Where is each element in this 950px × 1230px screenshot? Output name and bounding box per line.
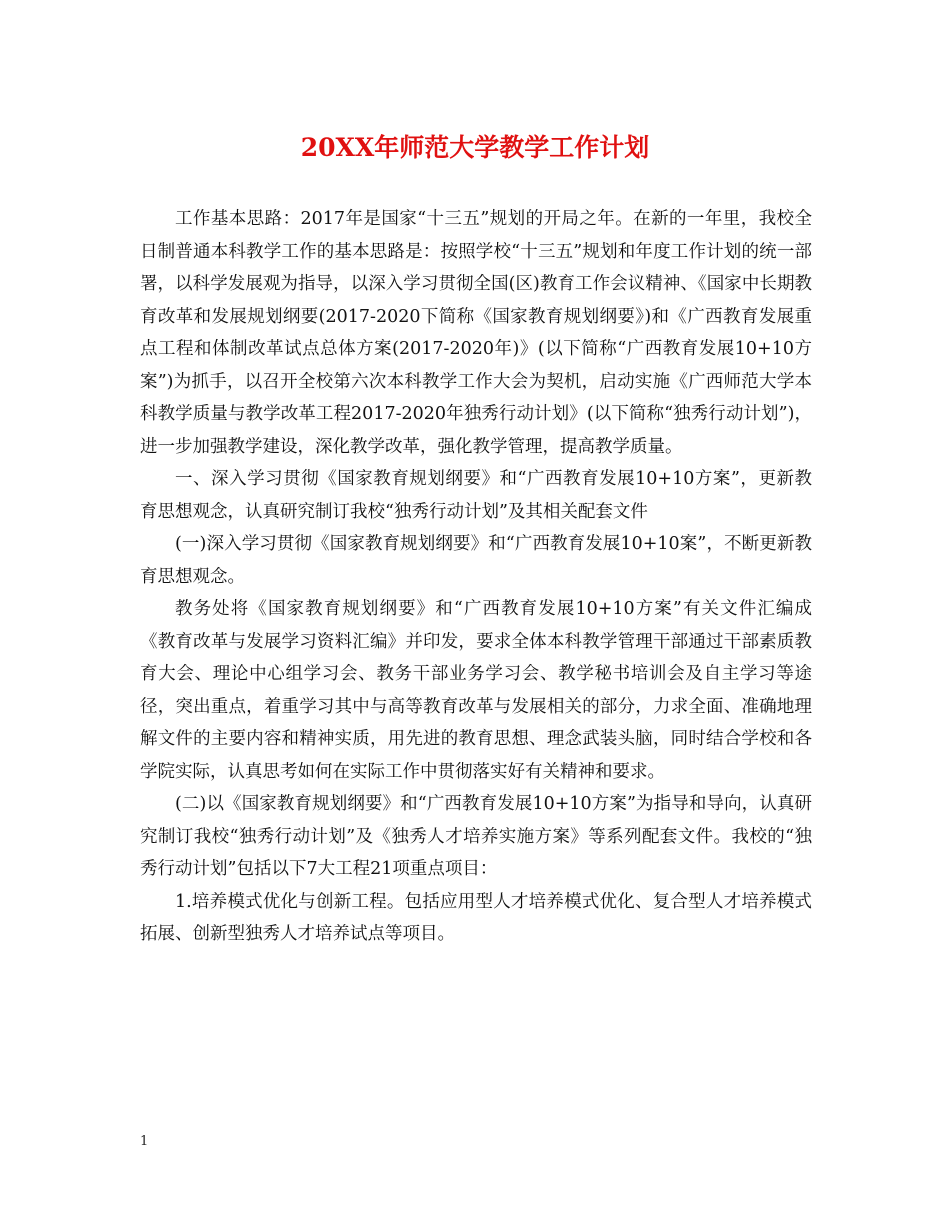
paragraph-subsection-2: (二)以《国家教育规划纲要》和“广西教育发展10+10方案”为指导和导向，认真研究制订我校“独秀行动计划”及《独秀人才培养实施方案》等系列配套文件。我校的“独秀行动计划”包括以下7大工程21项重点项目： — [140, 794, 812, 879]
paragraph-study-plan: 教务处将《国家教育规划纲要》和“广西教育发展10+10方案”有关文件汇编成《教育改革与发展学习资料汇编》并印发，要求全体本科教学管理干部通过干部素质教育大会、理论中心组学习会、教务干部业务学习会、教学秘书培训会及自主学习等途径，突出重点，着重学习其中与高等教育改革与发展相关的部分，力求全面、准确地理解文件的主要内容和精神实质，用先进的教育思想、理念武装头脑，同时结合学校和各学院实际，认真思考如何在实际工作中贯彻落实好有关精神和要求。 — [140, 599, 812, 782]
paragraph-subsection-1: (一)深入学习贯彻《国家教育规划纲要》和“广西教育发展10+10案”，不断更新教育思想观念。 — [140, 534, 812, 587]
paragraph-item-1: 1.培养模式优化与创新工程。包括应用型人才培养模式优化、复合型人才培养模式拓展、创新型独秀人才培养试点等项目。 — [140, 891, 812, 944]
page-number: 1 — [140, 1134, 149, 1149]
paragraph-section-1: 一、深入学习贯彻《国家教育规划纲要》和“广西教育发展10+10方案”，更新教育思想观念，认真研究制订我校“独秀行动计划”及其相关配套文件 — [140, 469, 812, 522]
paragraph-intro: 工作基本思路：2017年是国家“十三五”规划的开局之年。在新的一年里，我校全日制普通本科教学工作的基本思路是：按照学校“十三五”规划和年度工作计划的统一部署，以科学发展观为指导，以深入学习贯彻全国(区)教育工作会议精神、《国家中长期教育改革和发展规划纲要(2017-2020下简称《国家教育规划纲要》)和《广西教育发展重点工程和体制改革试点总体方案(2017-2020年)》(以下简称“广西教育发展10+10方案”)为抓手，以召开全校第六次本科教学工作大会为契机，启动实施《广西师范大学本科教学质量与教学改革工程2017-2020年独秀行动计划》(以下简称“独秀行动计划”)，进一步加强教学建设，深化教学改革，强化教学管理，提高教学质量。 — [140, 209, 812, 457]
document-body — [140, 203, 812, 951]
document-title: 20XX年师范大学教学工作计划 — [300, 133, 650, 162]
